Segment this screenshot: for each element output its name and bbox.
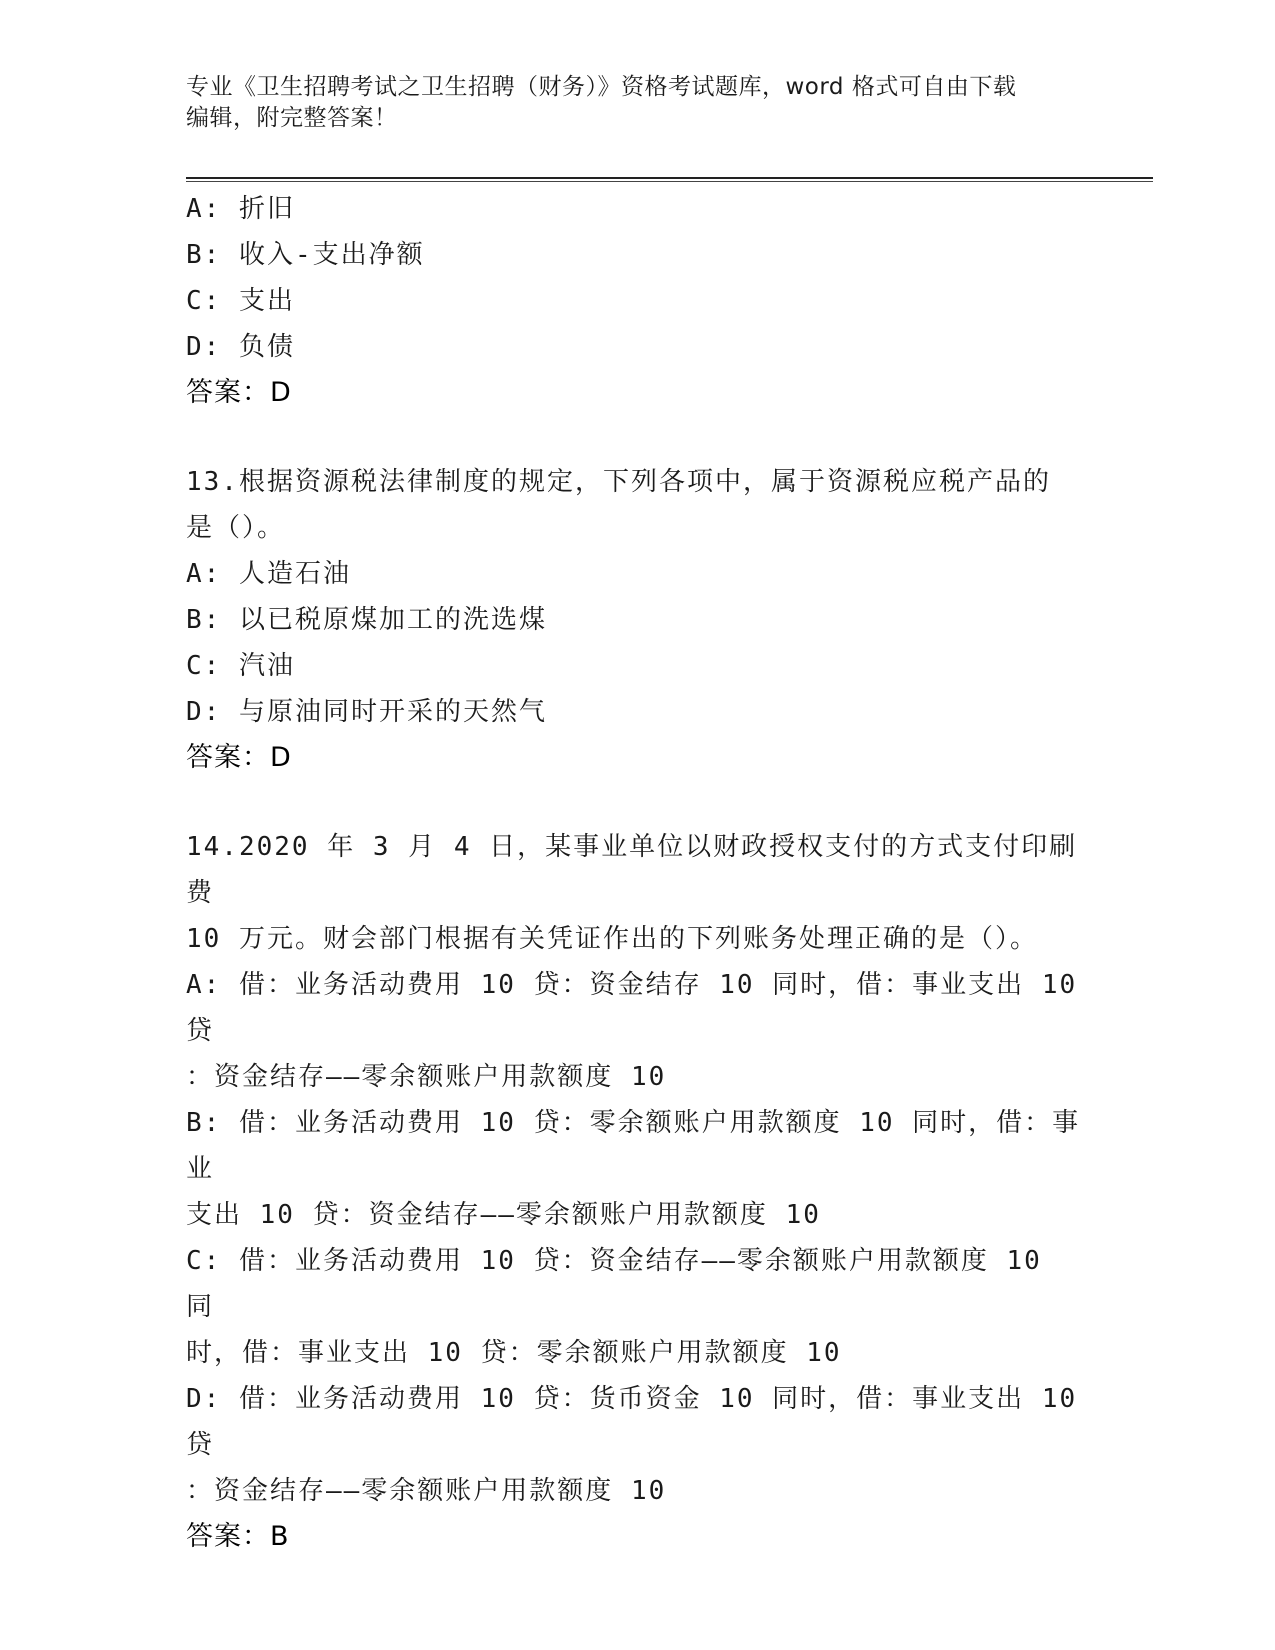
- option-b-continued: 支出 10 贷：资金结存——零余额账户用款额度 10: [186, 1200, 821, 1230]
- option-a: A: 人造石油: [186, 559, 351, 589]
- question-stem-continued: 是（）。: [186, 513, 286, 543]
- answer: 答案：B: [186, 1521, 290, 1552]
- question-13: [186, 459, 1086, 781]
- option-c: C: 汽油: [186, 651, 295, 681]
- document-header: [186, 72, 1086, 134]
- question-14: [186, 824, 1095, 1560]
- spacer: [186, 781, 1086, 824]
- question-stem-continued: 10 万元。财会部门根据有关凭证作出的下列账务处理正确的是（）。: [186, 924, 1038, 954]
- header-line-2: 编辑，附完整答案！: [186, 105, 398, 131]
- option-d: D: 负债: [186, 332, 295, 362]
- option-a-continued: ：资金结存——零余额账户用款额度 10: [186, 1062, 667, 1092]
- option-b: B: 以已税原煤加工的洗选煤: [186, 605, 547, 635]
- question-content: [186, 186, 1095, 1560]
- option-d: D: 与原油同时开采的天然气: [186, 697, 547, 727]
- option-c-continued: 时，借：事业支出 10 贷：零余额账户用款额度 10: [186, 1338, 842, 1368]
- answer: 答案：D: [186, 377, 292, 408]
- answer: 答案：D: [186, 742, 292, 773]
- question-12: [186, 186, 1086, 416]
- option-b: B: 借：业务活动费用 10 贷：零余额账户用款额度 10 同时，借：事业: [186, 1108, 1081, 1184]
- option-a: A: 借：业务活动费用 10 贷：资金结存 10 同时，借：事业支出 10 贷: [186, 970, 1095, 1046]
- option-b: B: 收入-支出净额: [186, 240, 425, 270]
- option-d: D: 借：业务活动费用 10 贷：货币资金 10 同时，借：事业支出 10 贷: [186, 1384, 1095, 1460]
- header-divider: [186, 177, 1153, 179]
- option-d-continued: ：资金结存——零余额账户用款额度 10: [186, 1476, 667, 1506]
- question-stem: 14.2020 年 3 月 4 日，某事业单位以财政授权支付的方式支付印刷费: [186, 832, 1078, 908]
- header-divider-secondary: [186, 181, 1153, 182]
- spacer: [186, 416, 1086, 459]
- option-c: C: 借：业务活动费用 10 贷：资金结存——零余额账户用款额度 10 同: [186, 1246, 1060, 1322]
- option-a: A: 折旧: [186, 194, 295, 224]
- option-c: C: 支出: [186, 286, 295, 316]
- question-stem: 13.根据资源税法律制度的规定，下列各项中，属于资源税应税产品的: [186, 467, 1051, 497]
- header-line-1: 专业《卫生招聘考试之卫生招聘（财务）》资格考试题库，word 格式可自由下载: [186, 74, 1017, 100]
